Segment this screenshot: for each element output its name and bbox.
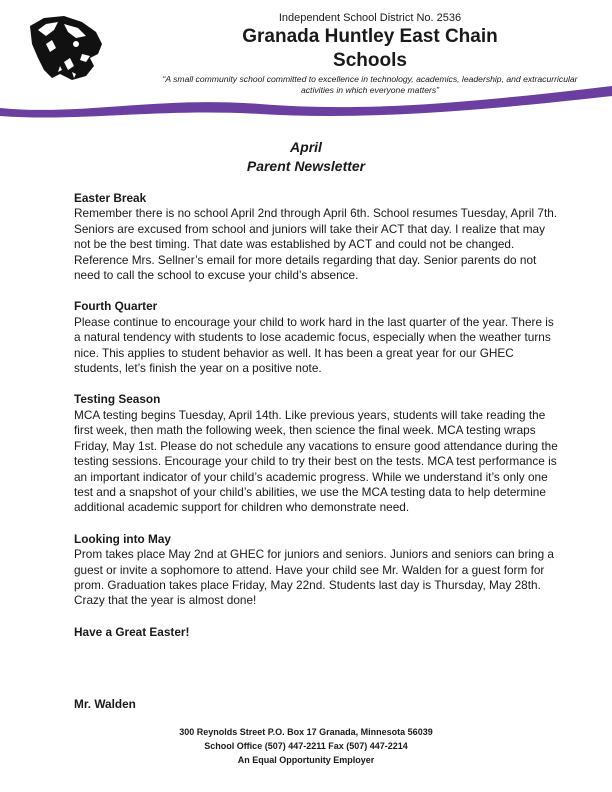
footer-equal-opportunity: An Equal Opportunity Employer [237, 755, 375, 765]
newsletter-title: Parent Newsletter [246, 158, 366, 174]
section-text: Prom takes place May 2nd at GHEC for juniors and seniors. Juniors and seniors can bring a guest or invite a sophomore to attend. Have your child see Mr. Walden for a guest form for prom. Graduation takes place Friday, May 22nd. Students last day is Thursday, May 28th. Crazy that the year is almost done! [74, 547, 554, 608]
district-name: Independent School District No. 2536 [278, 12, 462, 24]
newsletter-month: April [290, 139, 322, 155]
section-text: MCA testing begins Tuesday, April 14th. Like previous years, students will take reading the first week, then math the following week, then science the final week. MCA testing wraps Friday, May 1st. Please do not schedule any vacations to ensure good attendance during the testing sessions. Encourage your child to try their best on the tests. MCA test performance is an important indicator of your child’s academic progress. While we understand it’s only one test and a snapshot of your child’s abilities, we use the MCA testing data to help determine additional academic support for children who demonstrate need. [74, 407, 558, 515]
section-heading: Testing Season [74, 392, 161, 407]
section-easter-break [74, 191, 560, 283]
section-testing-season [74, 392, 560, 515]
section-looking-into-may [74, 532, 560, 609]
school-name-line1: Granada Huntley East Chain [242, 26, 498, 47]
signature: Mr. Walden [74, 697, 136, 711]
section-heading: Easter Break [74, 191, 147, 205]
school-motto: “A small community school committed to excellence in technology, academics, leadership, and extracurricular activities in which everyone matters” [162, 74, 578, 95]
jaguar-mascot-icon [24, 14, 106, 84]
school-name-line2: Schools [333, 50, 407, 71]
section-text: Please continue to encourage your child to work hard in the last quarter of the year. There is a natural tendency with students to lose academic focus, especially when the weather turns nice. This applies to student behavior as well. It has been a great year for our GHEC students, let’s finish the year on a positive note. [74, 314, 554, 376]
purple-swoosh-divider [0, 82, 612, 122]
footer-phones: School Office (507) 447-2211 Fax (507) 447-2214 [204, 741, 408, 751]
newsletter-body [74, 191, 560, 640]
section-text: Remember there is no school April 2nd through April 6th. School resumes Tuesday, April 7th. Seniors are excused from school and juniors will take their ACT that day. I realize that may not be the best timing. That date was established by ACT and could not be changed. Reference Mrs. Sellner’s email for more details regarding that day. Senior parents do not need to call the school to excuse your child’s absence. [74, 206, 558, 283]
section-heading: Looking into May [74, 531, 171, 546]
closing-line: Have a Great Easter! [74, 624, 190, 639]
footer-address: 300 Reynolds Street P.O. Box 17 Granada, Minnesota 56039 [179, 727, 433, 737]
section-fourth-quarter [74, 299, 560, 376]
section-heading: Fourth Quarter [74, 299, 158, 314]
